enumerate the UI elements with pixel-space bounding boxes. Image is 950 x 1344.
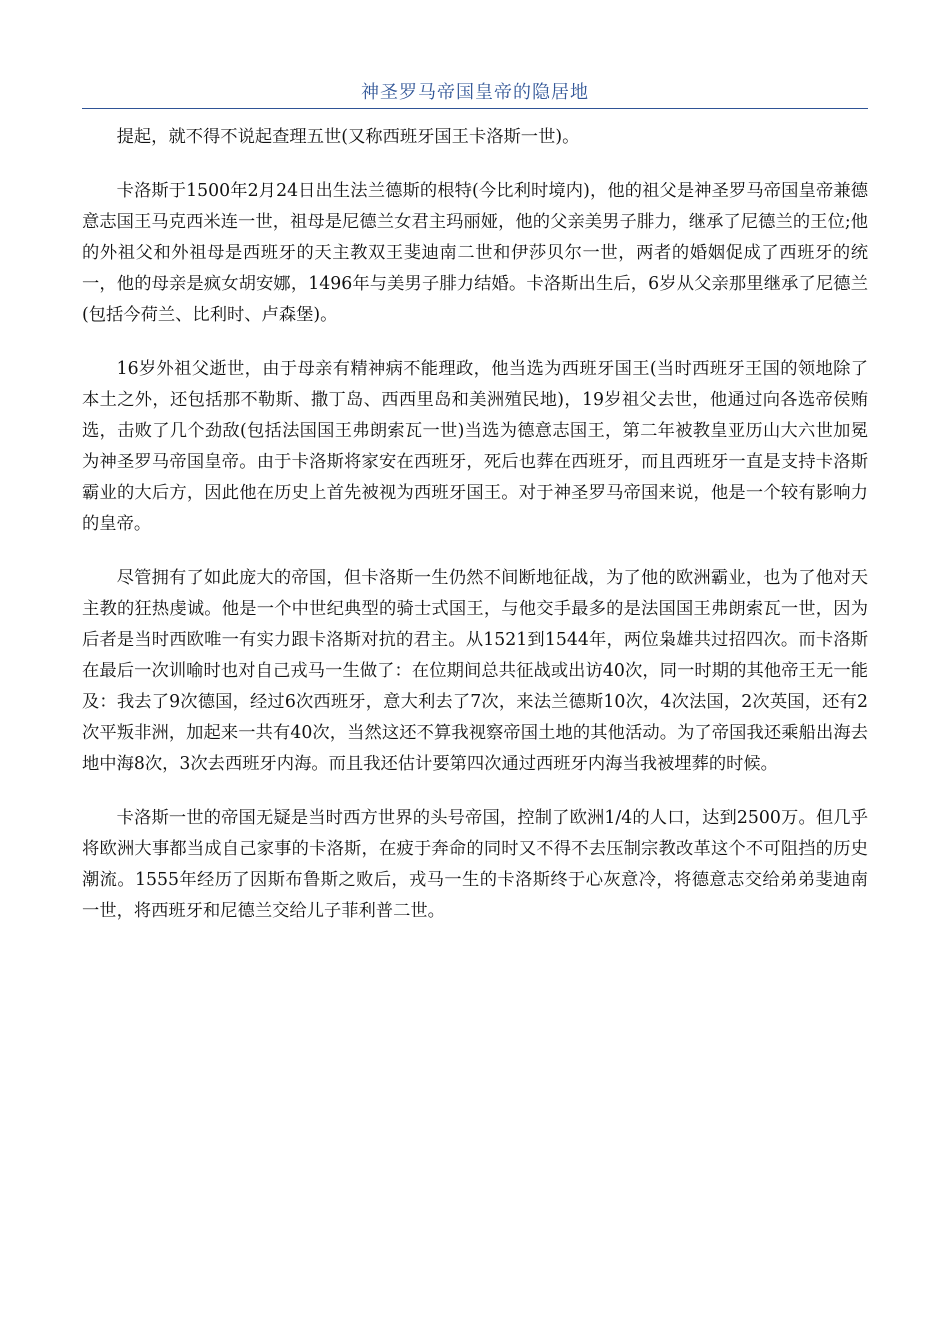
- paragraph-5: 卡洛斯一世的帝国无疑是当时西方世界的头号帝国，控制了欧洲1/4的人口，达到2500万。但几乎将欧洲大事都当成自己家事的卡洛斯，在疲于奔命的同时又不得不去压制宗教改革这个不可阻挡的历史潮流。1555年经历了因斯布鲁斯之败后，戎马一生的卡洛斯终于心灰意冷，将德意志交给弟弟斐迪南一世，将西班牙和尼德兰交给儿子菲利普二世。: [82, 808, 868, 921]
- paragraph-4: 尽管拥有了如此庞大的帝国，但卡洛斯一生仍然不间断地征战，为了他的欧洲霸业，也为了他对天主教的狂热虔诚。他是一个中世纪典型的骑士式国王，与他交手最多的是法国国王弗朗索瓦一世，因为后者是当时西欧唯一有实力跟卡洛斯对抗的君主。从1521到1544年，两位枭雄共过招四次。而卡洛斯在最后一次训喻时也对自己戎马一生做了：在位期间总共征战或出访40次，同一时期的其他帝王无一能及：我去了9次德国，经过6次西班牙，意大利去了7次，来法兰德斯10次，4次法国，2次英国，还有2次平叛非洲，加起来一共有40次，当然这还不算我视察帝国土地的其他活动。为了帝国我还乘船出海去地中海8次，3次去西班牙内海。而且我还估计要第四次通过西班牙内海当我被埋葬的时候。: [82, 568, 868, 774]
- page-header: [82, 80, 868, 109]
- paragraph-2: 卡洛斯于1500年2月24日出生法兰德斯的根特(今比利时境内)，他的祖父是神圣罗马帝国皇帝兼德意志国王马克西米连一世，祖母是尼德兰女君主玛丽娅，他的父亲美男子腓力，继承了尼德兰的王位;他的外祖父和外祖母是西班牙的天主教双王斐迪南二世和伊莎贝尔一世，两者的婚姻促成了西班牙的统一，他的母亲是疯女胡安娜，1496年与美男子腓力结婚。卡洛斯出生后，6岁从父亲那里继承了尼德兰(包括今荷兰、比利时、卢森堡)。: [82, 181, 868, 325]
- article-body: [82, 122, 868, 950]
- page-title: 神圣罗马帝国皇帝的隐居地: [361, 82, 589, 103]
- paragraph-1: 提起，就不得不说起查理五世(又称西班牙国王卡洛斯一世)。: [116, 127, 580, 147]
- paragraph-3: 16岁外祖父逝世，由于母亲有精神病不能理政，他当选为西班牙国王(当时西班牙王国的领地除了本土之外，还包括那不勒斯、撒丁岛、西西里岛和美洲殖民地)，19岁祖父去世，他通过向各选帝侯贿选，击败了几个劲敌(包括法国国王弗朗索瓦一世)当选为德意志国王，第二年被教皇亚历山大六世加冕为神圣罗马帝国皇帝。由于卡洛斯将家安在西班牙，死后也葬在西班牙，而且西班牙一直是支持卡洛斯霸业的大后方，因此他在历史上首先被视为西班牙国王。对于神圣罗马帝国来说，他是一个较有影响力的皇帝。: [82, 359, 868, 534]
